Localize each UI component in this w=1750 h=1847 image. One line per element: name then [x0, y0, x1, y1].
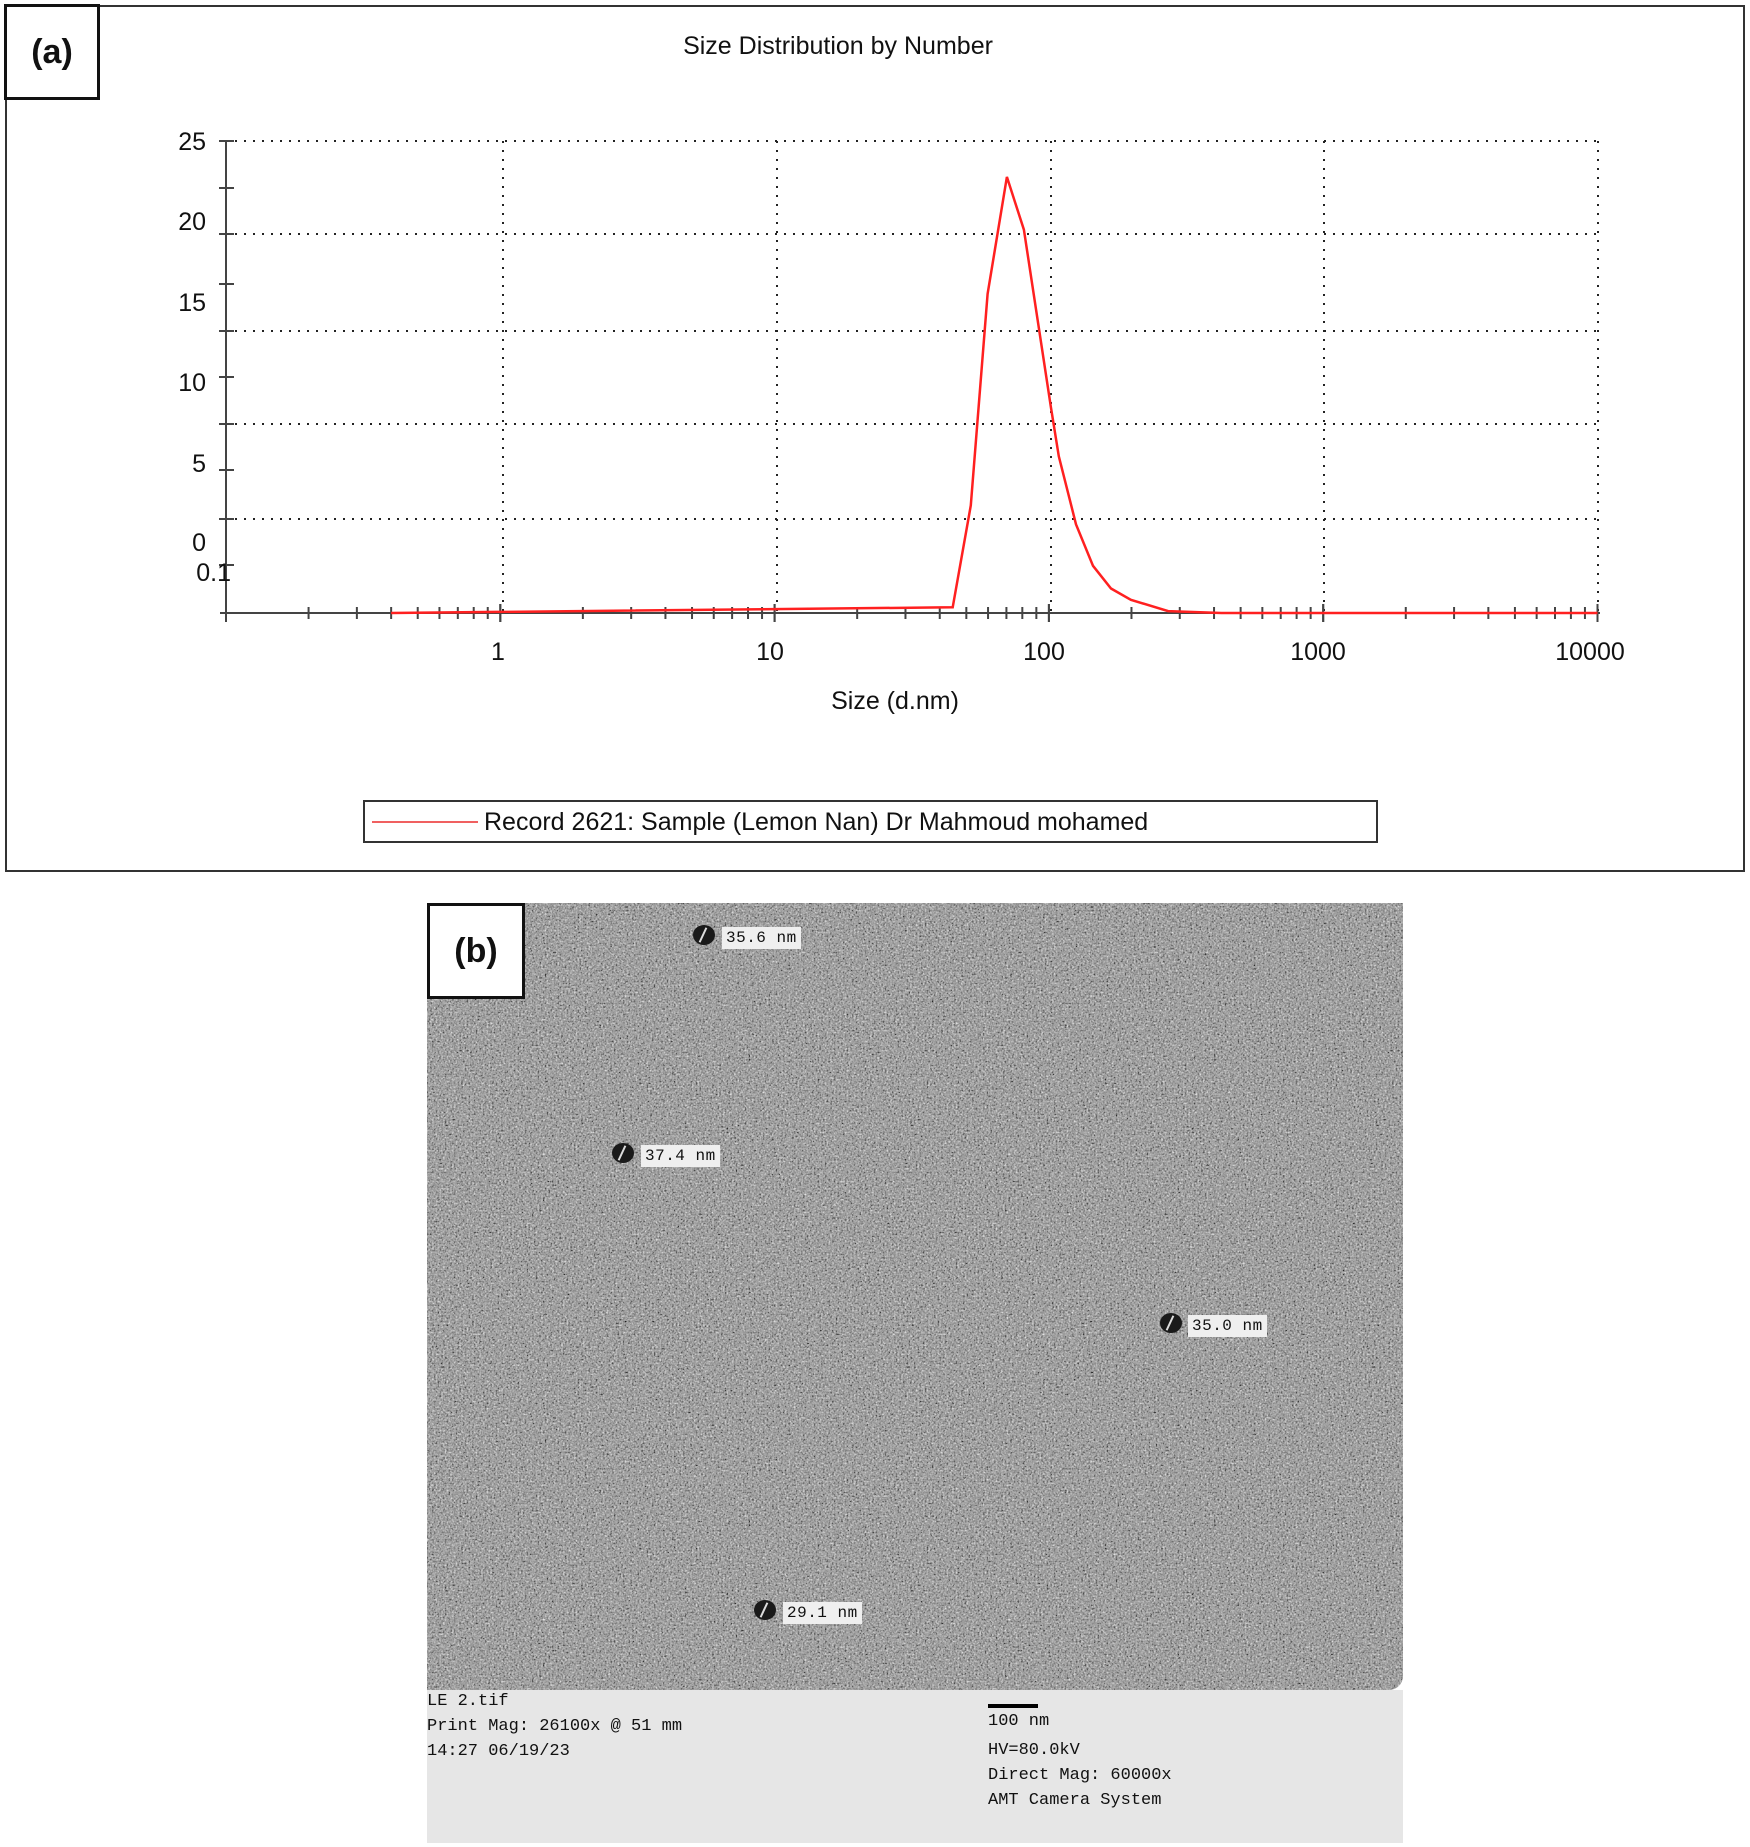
- x-tick-labels: [491, 638, 1625, 666]
- svg-text:1: 1: [491, 638, 505, 666]
- tem-micrograph: [427, 903, 1403, 1690]
- caption-direct-mag: Direct Mag: 60000x: [988, 1766, 1172, 1785]
- caption-filename: LE 2.tif: [427, 1692, 509, 1711]
- size-distribution-chart: [0, 0, 1750, 880]
- nanoparticle: [612, 1143, 634, 1163]
- svg-text:10: 10: [756, 638, 784, 666]
- panel-a-label: (a): [4, 4, 100, 100]
- svg-text:100: 100: [1023, 638, 1065, 666]
- tem-noise-texture: [427, 903, 1403, 1690]
- svg-text:5: 5: [192, 450, 206, 478]
- caption-print-mag: Print Mag: 26100x @ 51 mm: [427, 1717, 683, 1736]
- caption-camera: AMT Camera System: [988, 1791, 1162, 1810]
- panel-b-label: (b): [427, 903, 525, 999]
- scale-bar-label: 100 nm: [988, 1712, 1050, 1731]
- tem-caption: [427, 1690, 1403, 1843]
- svg-text:20: 20: [178, 208, 206, 236]
- measurement-label: 29.1 nm: [783, 1602, 862, 1624]
- svg-text:25: 25: [178, 128, 206, 156]
- x-axis-label: Size (d.nm): [831, 687, 959, 715]
- nanoparticle: [693, 925, 715, 945]
- svg-text:1000: 1000: [1290, 638, 1346, 666]
- svg-text:10000: 10000: [1555, 638, 1625, 666]
- nanoparticle: [754, 1600, 776, 1620]
- caption-timestamp: 14:27 06/19/23: [427, 1742, 570, 1761]
- axes: [219, 141, 1600, 620]
- legend-label: Record 2621: Sample (Lemon Nan) Dr Mahmoud mohamed: [484, 808, 1149, 836]
- svg-text:10: 10: [178, 369, 206, 397]
- scale-bar: [988, 1704, 1038, 1708]
- nanoparticle: [1160, 1313, 1182, 1333]
- legend-swatch: [372, 821, 478, 823]
- gridlines: [226, 141, 1598, 613]
- measurement-label: 37.4 nm: [641, 1145, 720, 1167]
- distribution-curve: [391, 177, 1597, 613]
- svg-text:15: 15: [178, 289, 206, 317]
- caption-hv: HV=80.0kV: [988, 1741, 1080, 1760]
- measurement-label: 35.6 nm: [722, 927, 801, 949]
- svg-text:0: 0: [192, 529, 206, 557]
- chart-legend: [363, 800, 1378, 843]
- chart-title: Size Distribution by Number: [683, 32, 993, 60]
- measurement-label: 35.0 nm: [1188, 1315, 1267, 1337]
- svg-text:0.1: 0.1: [196, 559, 231, 587]
